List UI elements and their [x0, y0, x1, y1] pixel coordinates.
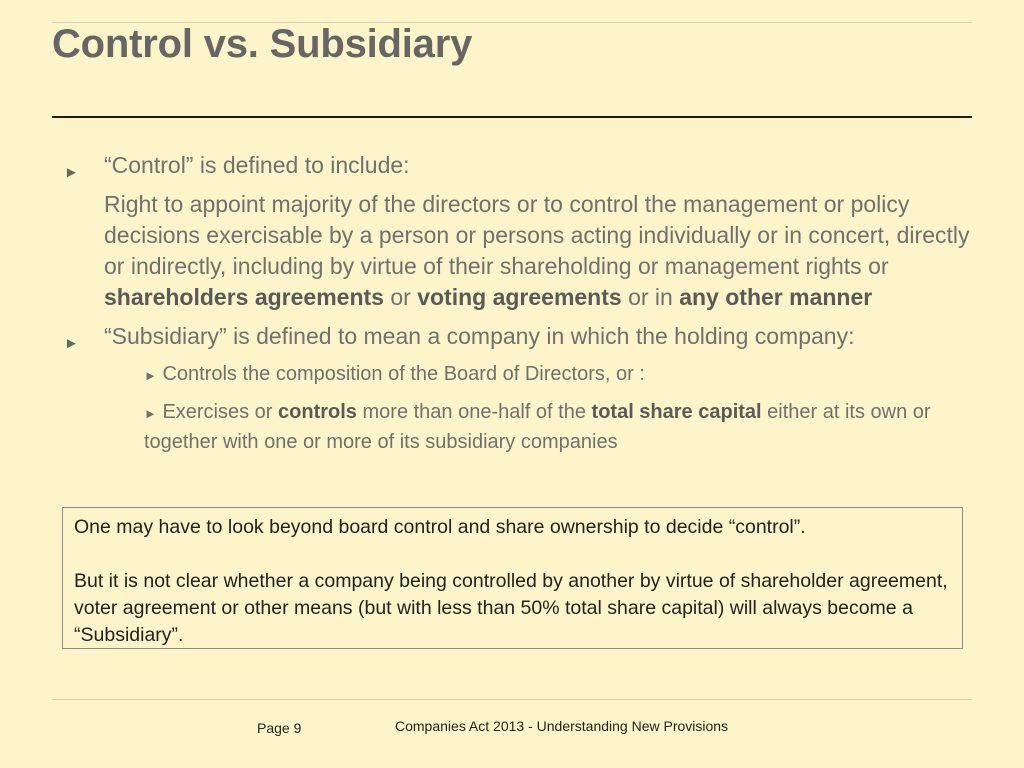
note-box: [62, 507, 963, 649]
control-bold-2: voting agreements: [417, 284, 622, 310]
sub-bullet-2-text-1: Exercises or: [162, 401, 279, 423]
bullet-arrow-icon: ►: [64, 164, 79, 181]
slide-content: [64, 150, 974, 456]
sub-bullet-1: [104, 360, 974, 390]
title-underline: [52, 116, 972, 118]
control-heading: “Control” is defined to include:: [104, 152, 410, 178]
sub-bullet-2-bold-1: controls: [278, 401, 357, 423]
sub-bullet-2: [104, 398, 944, 456]
bullet-arrow-icon: ►: [64, 335, 79, 352]
page-number: Page 9: [257, 720, 302, 736]
control-bold-3: any other manner: [679, 284, 873, 310]
bullet-arrow-icon: ►: [144, 406, 157, 421]
control-definition: [104, 189, 974, 313]
control-text-2: or: [383, 284, 418, 310]
control-text-3: or in: [621, 284, 680, 310]
sub-bullet-1-text: Controls the composition of the Board of Directors, or :: [162, 363, 645, 385]
control-text-1: Right to appoint majority of the directors or to control the management or policy decisions exercisable by a person or persons acting individually or in concert, directly or indirectly, including by virtue of their shareholding or management rights or: [104, 191, 970, 279]
bullet-subsidiary: [64, 321, 974, 352]
footer-text: Companies Act 2013 - Understanding New Provisions: [395, 718, 729, 734]
sub-bullet-2-text-3: either at its own or together with one or more of its subsidiary companies: [144, 401, 931, 453]
note-line-2: But it is not clear whether a company being controlled by another by virtue of shareholder agreement, voter agreement or other means (but with less than 50% total share capital) will always become a “Subsidiary”.: [74, 570, 948, 646]
bottom-rule: [52, 699, 972, 700]
sub-bullet-2-text-2: more than one-half of the: [356, 401, 592, 423]
note-line-1: One may have to look beyond board control and share ownership to decide “control”.: [74, 516, 806, 538]
control-bold-1: shareholders agreements: [104, 284, 384, 310]
sub-bullet-2-bold-2: total share capital: [591, 401, 762, 423]
bullet-arrow-icon: ►: [144, 368, 157, 383]
subsidiary-heading: “Subsidiary” is defined to mean a company in which the holding company:: [104, 323, 855, 349]
note-gap: [74, 541, 962, 568]
bullet-control: [64, 150, 974, 313]
slide-title: Control vs. Subsidiary: [52, 22, 473, 66]
